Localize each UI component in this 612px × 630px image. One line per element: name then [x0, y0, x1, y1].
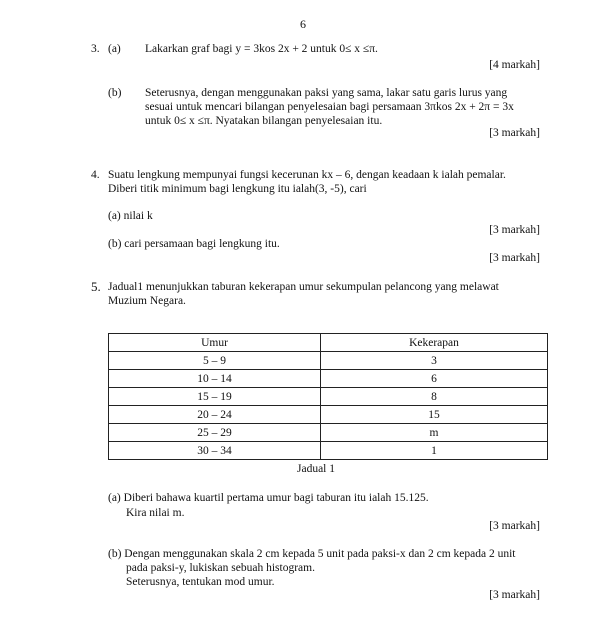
table-cell-umur: 20 – 24 [109, 406, 321, 424]
table-header-row [109, 334, 548, 352]
q3a-label: (a) [108, 43, 121, 55]
table-row [109, 388, 548, 406]
q4-line-2: Diberi titik minimum bagi lengkung itu ialah(3, -5), cari [108, 183, 367, 195]
q4-line-1: Suatu lengkung mempunyai fungsi kecerunan kx – 6, dengan keadaan k ialah pemalar. [108, 169, 506, 181]
table-cell-kekerapan: 1 [321, 442, 548, 460]
q4-number: 4. [91, 169, 100, 181]
q5b-line-1: (b) Dengan menggunakan skala 2 cm kepada 5 unit pada paksi-x dan 2 cm kepada 2 unit [108, 548, 516, 560]
table-cell-kekerapan: 6 [321, 370, 548, 388]
q4b-text: (b) cari persamaan bagi lengkung itu. [108, 238, 280, 250]
q3b-marks: [3 markah] [489, 127, 540, 139]
frequency-table [108, 333, 548, 460]
q5b-line-2: pada paksi-y, lukiskan sebuah histogram. [126, 562, 315, 574]
table-header-umur: Umur [109, 334, 321, 352]
table-cell-umur: 15 – 19 [109, 388, 321, 406]
table-cell-kekerapan: 15 [321, 406, 548, 424]
q5-number: 5. [91, 279, 101, 294]
q3a-marks: [4 markah] [489, 59, 540, 71]
page-number: 6 [300, 17, 306, 31]
q3b-line-1: Seterusnya, dengan menggunakan paksi yang sama, lakar satu garis lurus yang [145, 87, 508, 99]
q5a-marks: [3 markah] [489, 520, 540, 532]
table-cell-kekerapan: m [321, 424, 548, 442]
q5a-line-1: (a) Diberi bahawa kuartil pertama umur bagi taburan itu ialah 15.125. [108, 492, 429, 504]
q3a-text: Lakarkan graf bagi y = 3kos 2x + 2 untuk 0≤ x ≤π. [145, 43, 378, 55]
q3b-line-2: sesuai untuk mencari bilangan penyelesaian bagi persamaan 3πkos 2x + 2π = 3x [145, 101, 514, 113]
table-cell-umur: 30 – 34 [109, 442, 321, 460]
q5a-line-2: Kira nilai m. [126, 507, 185, 519]
q3-number: 3. [91, 43, 100, 55]
q4b-marks: [3 markah] [489, 252, 540, 264]
table-cell-umur: 5 – 9 [109, 352, 321, 370]
table-cell-umur: 25 – 29 [109, 424, 321, 442]
table-row [109, 442, 548, 460]
q5-line-1: Jadual1 menunjukkan taburan kekerapan umur sekumpulan pelancong yang melawat [108, 281, 499, 293]
table-cell-umur: 10 – 14 [109, 370, 321, 388]
q5-line-2: Muzium Negara. [108, 295, 186, 307]
table-row [109, 424, 548, 442]
q5b-marks: [3 markah] [489, 589, 540, 601]
q3b-line-3: untuk 0≤ x ≤π. Nyatakan bilangan penyelesaian itu. [145, 115, 383, 127]
table-header-kekerapan: Kekerapan [321, 334, 548, 352]
q4a-text: (a) nilai k [108, 210, 153, 222]
table-row [109, 406, 548, 424]
table-row [109, 352, 548, 370]
table-row [109, 370, 548, 388]
q3b-label: (b) [108, 87, 122, 99]
table-cell-kekerapan: 3 [321, 352, 548, 370]
table-caption: Jadual 1 [297, 463, 336, 475]
table-cell-kekerapan: 8 [321, 388, 548, 406]
q4a-marks: [3 markah] [489, 224, 540, 236]
q5b-line-3: Seterusnya, tentukan mod umur. [126, 576, 275, 588]
